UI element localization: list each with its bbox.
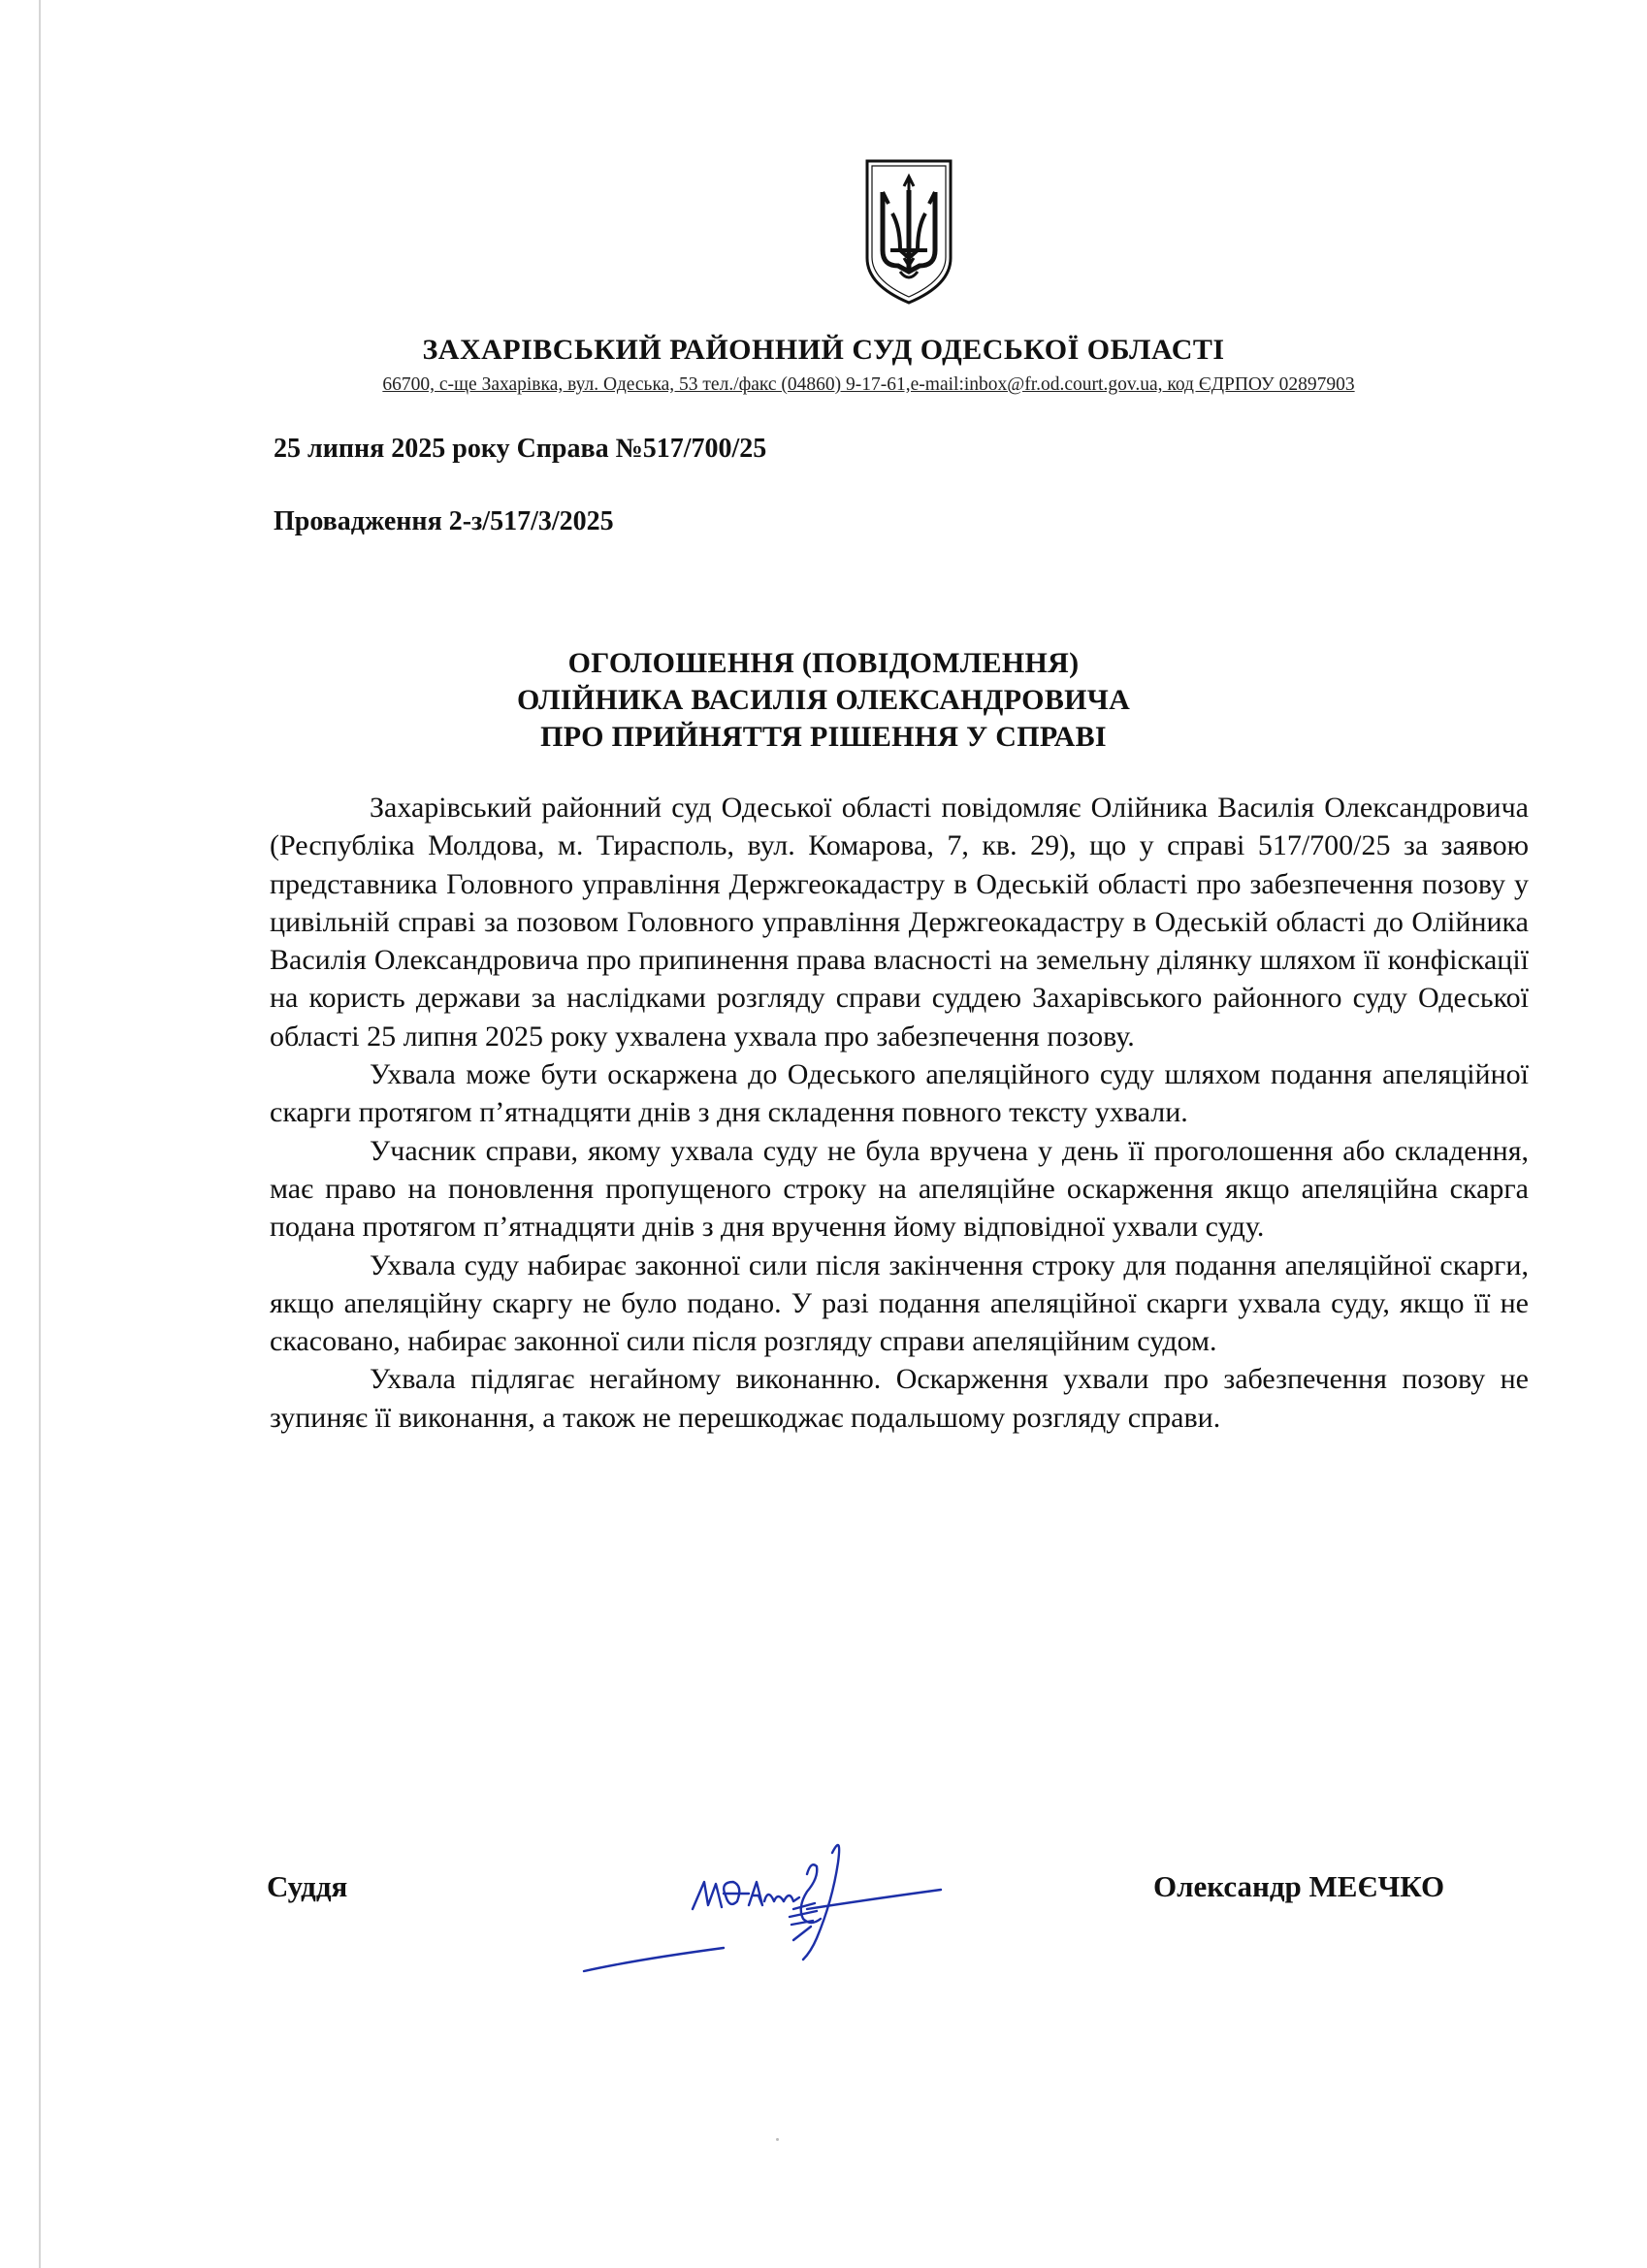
notice-title-line-3: ПРО ПРИЙНЯТТЯ РІШЕННЯ У СПРАВІ [540,721,1107,753]
judge-name: Олександр МЕЄЧКО [1153,1869,1445,1903]
notice-body [270,789,1529,1437]
date-and-case-number: 25 липня 2025 року Справа №517/700/25 [274,434,767,464]
body-paragraph: Учасник справи, якому ухвала суду не була вручена у день її проголошення або складення, має право на поновлення пропущеного строку на апеляційне оскарження якщо апеляційна скарга подана протягом п’ятнадцяти днів з дня вручення йому відповідної ухвали суду. [270,1134,1529,1244]
court-address: 66700, с-ще Захарівка, вул. Одеська, 53 тел./факс (04860) 9-17-61,e-mail:inbox@fr.od.court.gov.ua, код ЄДРПОУ 02897903 [382,374,1355,395]
body-paragraph: Ухвала може бути оскаржена до Одеського апеляційного суду шляхом подання апеляційної скарги протягом п’ятнадцяти днів з дня складення повного тексту ухвали. [270,1058,1529,1129]
notice-title-line-2: ОЛІЙНИКА ВАСИЛІЯ ОЛЕКСАНДРОВИЧА [516,684,1131,716]
body-paragraph: Ухвала підлягає негайному виконанню. Оскарження ухвали про забезпечення позову не зупиняє її виконання, а також не перешкоджає подальшому розгляду справи. [270,1363,1529,1434]
judge-label: Суддя [267,1869,348,1903]
handwritten-signature-icon [578,1804,947,1979]
trident-coat-of-arms-icon [861,157,956,307]
notice-title-line-1: ОГОЛОШЕННЯ (ПОВІДОМЛЕННЯ) [567,647,1080,679]
scan-speck [776,2138,779,2141]
body-paragraph: Захарівський районний суд Одеської області повідомляє Олійника Василія Олександровича (Республіка Молдова, м. Тирасполь, вул. Комарова, 7, кв. 29), що у справі 517/700/25 за заявою представника Головного управління Держгеокадастру в Одеській області про забезпечення позову у цивільній справі за позовом Головного управління Держгеокадастру в Одеській області до Олійника Василія Олександровича про припинення права власності на земельну ділянку шляхом її конфіскації на користь держави за наслідками розгляду справи суддею Захарівського районного суду Одеської області 25 липня 2025 року ухвалена ухвала про забезпечення позову. [270,792,1529,1053]
body-paragraph: Ухвала суду набирає законної сили після закінчення строку для подання апеляційної скарги, якщо апеляційну скаргу не було подано. У разі подання апеляційної скарги ухвала суду, якщо її не скасовано, набирає законної сили після розгляду справи апеляційним судом. [270,1248,1529,1358]
court-name: ЗАХАРІВСЬКИЙ РАЙОННИЙ СУД ОДЕСЬКОЇ ОБЛАСТІ [422,334,1225,366]
proceeding-number: Провадження 2-з/517/3/2025 [274,506,614,536]
